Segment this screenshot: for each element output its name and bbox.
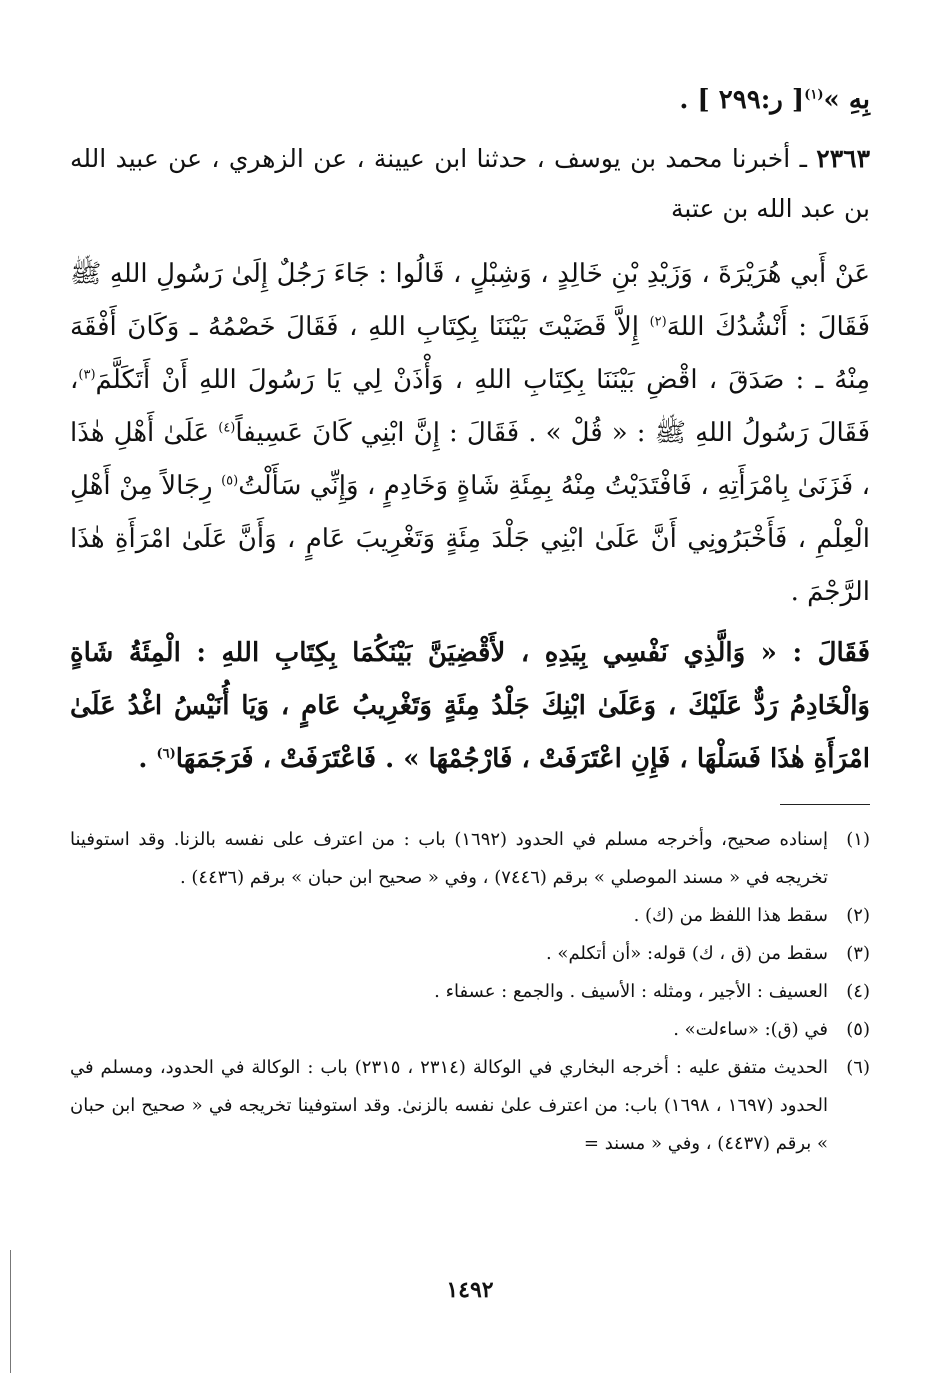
footnote-number: (١) (846, 829, 870, 850)
prophetic-speech-end: . (138, 744, 157, 774)
footnote-number: (٦) (846, 1057, 870, 1078)
footnote-divider (780, 804, 870, 805)
footnote-text: الحديث متفق عليه : أخرجه البخاري في الوكالة (٢٣١٤ ، ٢٣١٥) باب : الوكالة في الحدود، ومسلم في الحدود (١٦٩٧ ، ١٦٩٨) باب: من اعترف علىٰ نفسه بالزنىٰ. وقد استوفينا تخريجه في « صحيح ابن حبان » برقم (٤٤٣٧) ، وفي « مسند = (70, 1057, 828, 1154)
matn-text-1: عَنْ أَبي هُرَيْرَةَ ، وَزَيْدِ بْنِ خَالِدٍ ، وَشِبْلٍ ، قَالُوا : جَاءَ رَجُلٌ إِلَىٰ رَسُولِ اللهِ ﷺ فَقَالَ : أَنْشُدُكَ اللهَ (70, 259, 871, 342)
footnote-ref-3: (٣) (78, 367, 96, 383)
footnote-item (70, 935, 870, 973)
footnote-item (70, 1011, 870, 1049)
footnote-number: (٣) (846, 943, 870, 964)
footnote-number: (٢) (846, 905, 870, 926)
cross-reference: [ ر:٢٩٩ ] . (679, 85, 805, 115)
footnote-text: سقط هذا اللفظ من (ك) . (633, 905, 828, 926)
isnad-text: ـ أخبرنا محمد بن يوسف ، حدثنا ابن عيينة ، عن الزهري ، عن عبيد الله بن عبد الله بن عتبة (70, 144, 870, 223)
footnote-text: سقط من (ق ، ك) قوله: «أن أتكلم» . (545, 943, 828, 964)
matn-text-5: رِجَالاً مِنْ أَهْلِ الْعِلْمِ ، فَأَخْبَرُونِي أَنَّ عَلَىٰ ابْنِي جَلْدَ مِئَةٍ وَتَغْرِيبَ عَامٍ ، وَأَنَّ عَلَىٰ امْرَأَةِ هٰذَا الرَّجْمَ . (70, 471, 871, 607)
page-body (70, 80, 870, 1163)
footnote-text: العسيف : الأجير ، ومثله : الأسيف . والجمع : عسفاء . (434, 981, 828, 1002)
matn-paragraph (70, 248, 870, 619)
prophetic-speech (70, 627, 870, 786)
footnotes (70, 821, 870, 1163)
footnote-item (70, 973, 870, 1011)
footnote-number: (٤) (846, 981, 870, 1002)
footnote-ref-6: (٦) (156, 746, 176, 762)
prophetic-speech-text: فَقَالَ : « وَالَّذِي نَفْسِي بِيَدِهِ ، لأَقْضِيَنَّ بَيْنَكُمَا بِكِتَابِ اللهِ : الْمِئَةُ شَاةٍ وَالْخَادِمُ رَدٌّ عَلَيْكَ ، وَعَلَىٰ ابْنِكَ جَلْدُ مِئَةٍ وَتَغْرِيبُ عَامٍ ، وَيَا أُنَيْسُ اغْدُ عَلَىٰ امْرَأَةِ هٰذَا فَسَلْهَا ، فَإِنِ اعْتَرَفَتْ ، فَارْجُمْهَا » . فَاعْتَرَفَتْ ، فَرَجَمَهَا (70, 638, 870, 774)
footnote-item (70, 821, 870, 897)
footnote-ref-5: (٥) (221, 473, 239, 489)
footnote-number: (٥) (846, 1019, 870, 1040)
matn-text-3: ، فَقَالَ رَسُولُ اللهِ ﷺ : « قُلْ » . فَقَالَ : إِنَّ ابْنِي كَانَ عَسِيفاً (70, 365, 871, 448)
footnote-ref-2: (٢) (649, 314, 667, 330)
footnote-text: إسناده صحيح، وأخرجه مسلم في الحدود (١٦٩٢) باب : من اعترف على نفسه بالزنا. وقد استوفينا تخريجه في « مسند الموصلي » برقم (٧٤٤٦) ، وفي « صحيح ابن حبان » برقم (٤٤٣٦) . (70, 829, 828, 888)
isnad (70, 134, 870, 234)
footnote-item (70, 1049, 870, 1163)
continuation-line (70, 80, 870, 120)
hadith-number: ٢٣٦٣ (816, 144, 870, 173)
footnote-ref-4: (٤) (218, 420, 236, 436)
continuation-text: بِهِ » (823, 85, 870, 115)
matn-text-2: إِلاَّ قَضَيْتَ بَيْنَنَا بِكِتَابِ اللهِ ، فَقَالَ خَصْمُهُ ـ وَكَانَ أَفْقَهَ مِنْهُ ـ : صَدَقَ ، اقْضِ بَيْنَنَا بِكِتَابِ اللهِ ، وَأْذَنْ لِي يَا رَسُولَ اللهِ أَنْ أَتَكَلَّمَ (70, 312, 870, 395)
footnote-ref-1: (١) (804, 87, 824, 103)
scan-margin-line (10, 1250, 11, 1373)
footnote-item (70, 897, 870, 935)
matn-text-4: عَلَىٰ أَهْلِ هٰذَا ، فَزَنَىٰ بِامْرَأَتِهِ ، فَافْتَدَيْتُ مِنْهُ بِمِئَةِ شَاةٍ وَخَادِمٍ ، وَإِنِّي سَأَلْتُ (70, 418, 870, 501)
page-number: ١٤٩٢ (446, 1277, 494, 1303)
footnote-text: في (ق): «ساءلت» . (673, 1019, 828, 1040)
